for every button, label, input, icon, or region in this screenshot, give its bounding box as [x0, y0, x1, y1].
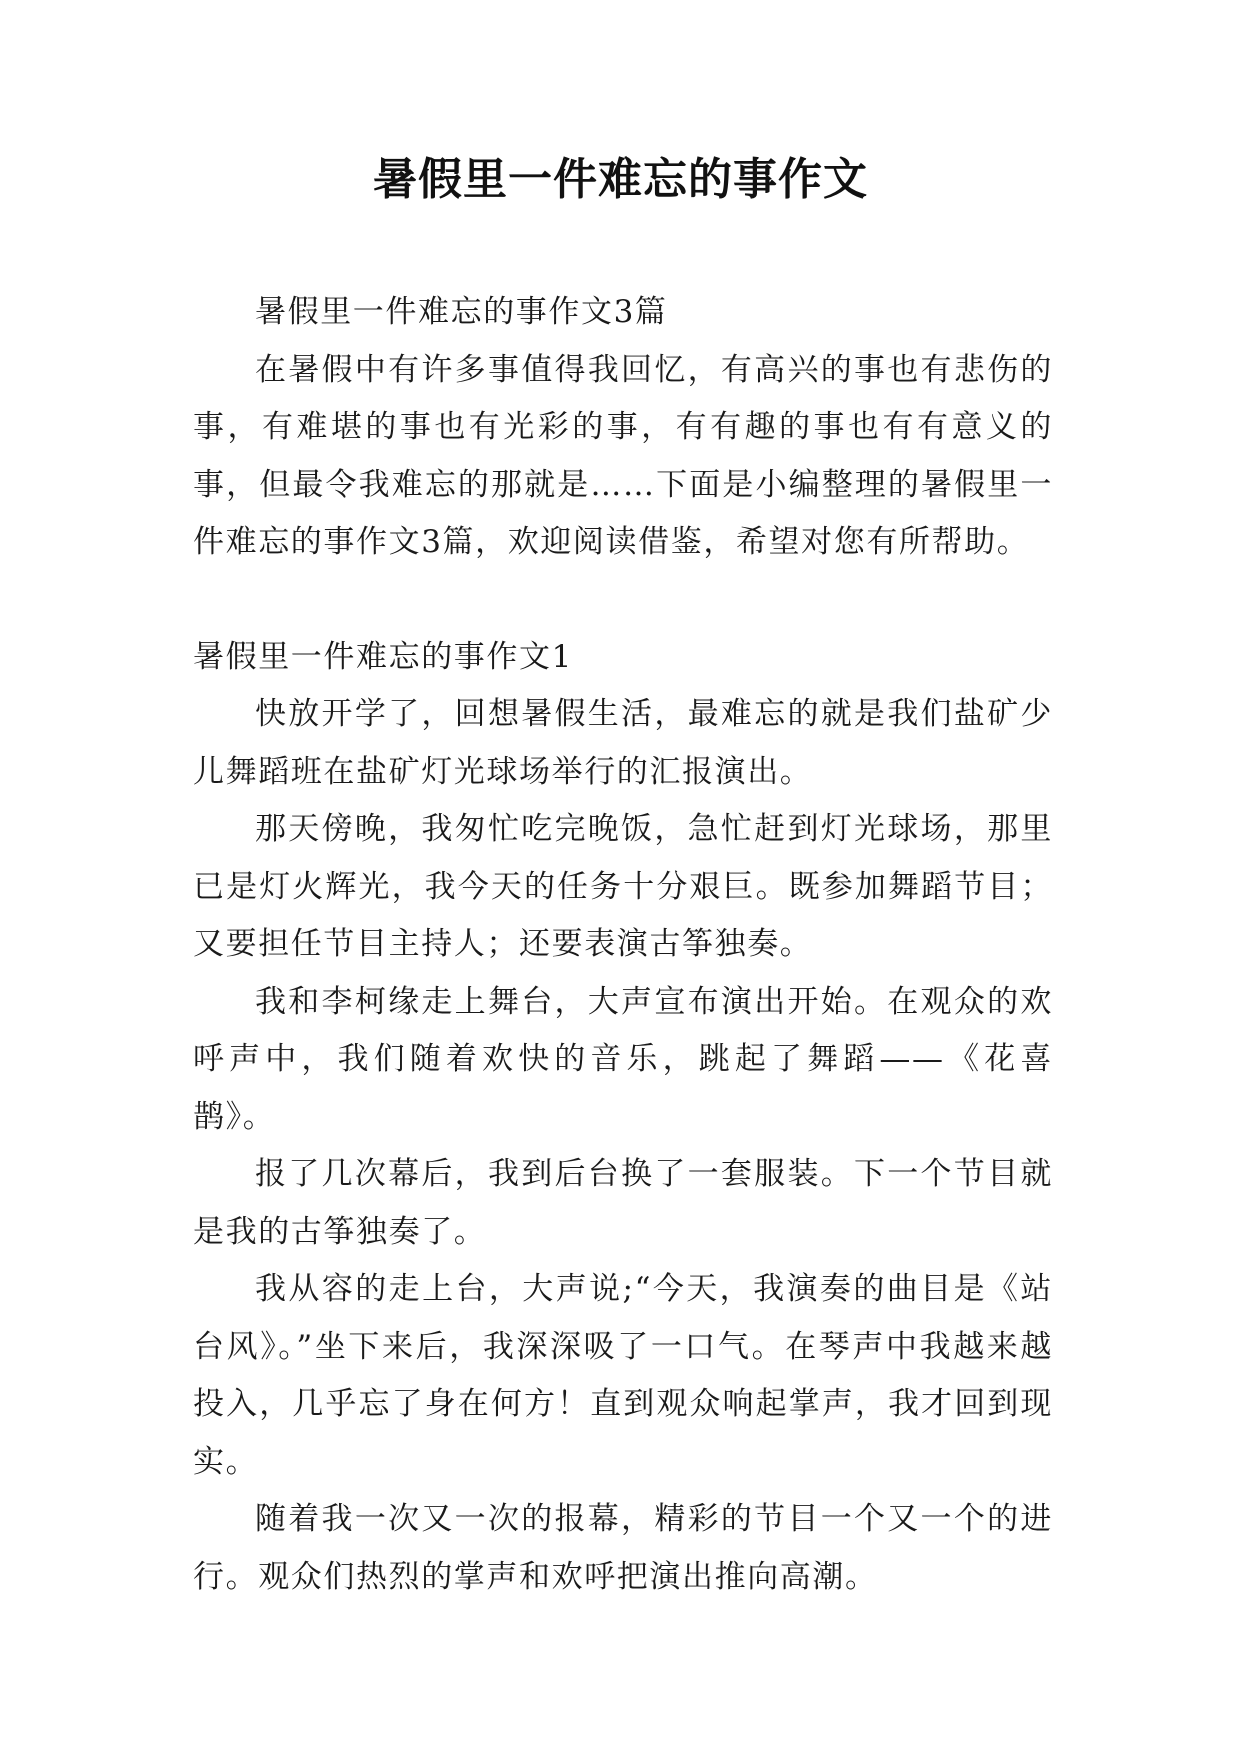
document-title: 暑假里一件难忘的事作文: [373, 154, 868, 205]
body-paragraph: 那天傍晚，我匆忙吃完晚饭，急忙赶到灯光球场，那里已是灯火辉光，我今天的任务十分艰巨。既参加舞蹈节目；又要担任节目主持人；还要表演古筝独奏。: [193, 811, 1053, 962]
document-body: [193, 284, 1053, 1606]
intro-heading: 暑假里一件难忘的事作文3篇: [255, 294, 668, 330]
body-paragraph: 随着我一次又一次的报幕，精彩的节目一个又一个的进行。观众们热烈的掌声和欢呼把演出推向高潮。: [193, 1501, 1053, 1595]
body-paragraph: 我和李柯缘走上舞台，大声宣布演出开始。在观众的欢呼声中，我们随着欢快的音乐，跳起了舞蹈——《花喜鹊》。: [193, 983, 1053, 1135]
body-paragraph: 我从容的走上台，大声说;“今天，我演奏的曲目是《站台风》。”坐下来后，我深深吸了一口气。在琴声中我越来越投入，几乎忘了身在何方！直到观众响起掌声，我才回到现实。: [193, 1271, 1053, 1480]
section-heading: 暑假里一件难忘的事作文1: [193, 638, 573, 675]
body-paragraph: 报了几次幕后，我到后台换了一套服装。下一个节目就是我的古筝独奏了。: [193, 1156, 1053, 1250]
intro-paragraph: 在暑假中有许多事值得我回忆，有高兴的事也有悲伤的事，有难堪的事也有光彩的事，有有趣的事也有有意义的事，但最令我难忘的那就是……下面是小编整理的暑假里一件难忘的事作文3篇，欢迎阅读借鉴，希望对您有所帮助。: [193, 351, 1053, 560]
body-paragraph: 快放开学了，回想暑假生活，最难忘的就是我们盐矿少儿舞蹈班在盐矿灯光球场举行的汇报演出。: [193, 696, 1053, 790]
